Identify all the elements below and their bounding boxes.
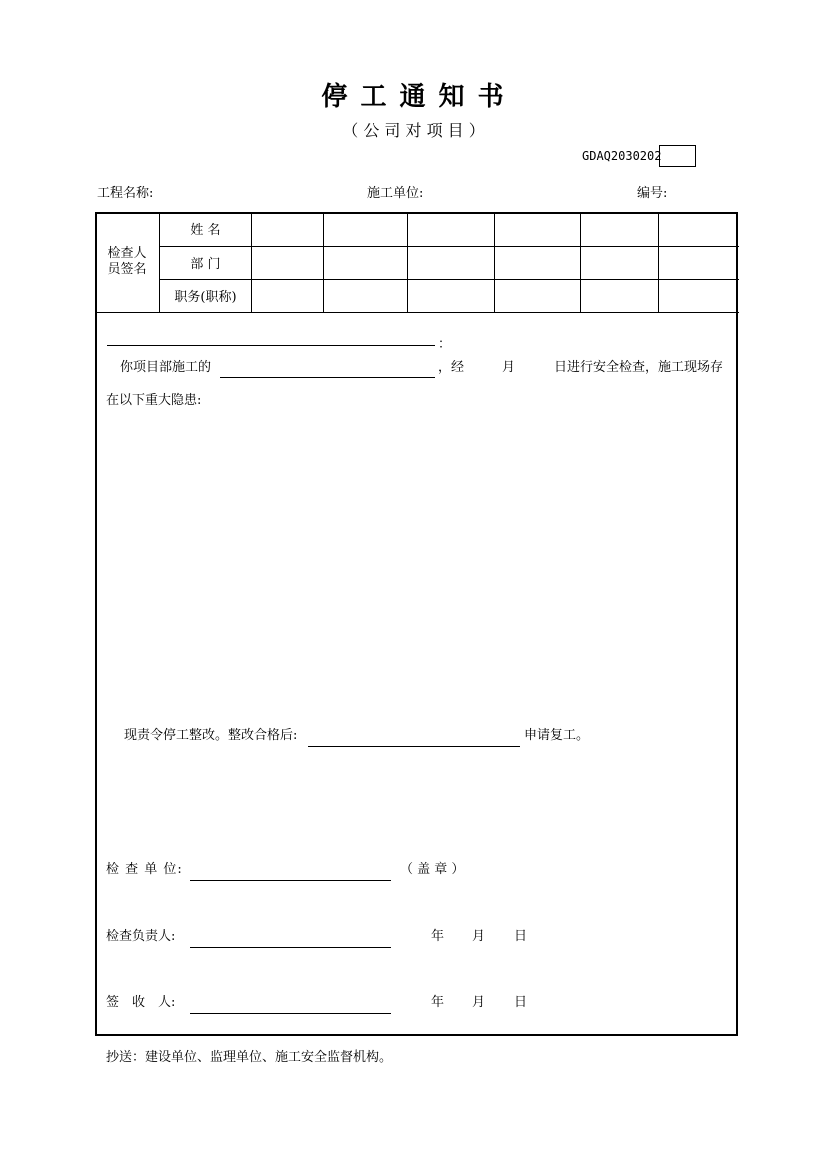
inspection-unit-label: 检 查 单 位: [106, 862, 183, 877]
receiver-year-label: 年 [431, 995, 445, 1010]
receiver-underline[interactable] [190, 1013, 391, 1014]
signature-cell[interactable] [324, 212, 408, 246]
body-line1-month: 月 [502, 360, 516, 375]
signature-cell[interactable] [324, 279, 408, 312]
cc-footer: 抄送：建设单位、监理单位、施工安全监督机构。 [106, 1050, 393, 1065]
signature-cell[interactable] [659, 279, 740, 312]
leader-year-label: 年 [431, 929, 445, 944]
resume-condition-underline[interactable] [308, 746, 520, 747]
signature-cell[interactable] [659, 246, 740, 279]
inspector-signature-table [95, 212, 739, 313]
form-code: GDAQ2030202 [582, 149, 662, 163]
inspection-unit-underline[interactable] [190, 880, 391, 881]
body-line2: 在以下重大隐患: [106, 393, 202, 408]
project-part-underline[interactable] [220, 377, 435, 378]
body-line1-jing: ，经 [438, 360, 465, 375]
leader-day-label: 日 [514, 929, 528, 944]
construction-unit-label: 施工单位: [367, 186, 424, 201]
signature-cell[interactable] [252, 212, 324, 246]
notice-frame [95, 212, 738, 1036]
inspection-leader-label: 检查负责人: [106, 929, 176, 944]
signature-cell[interactable] [581, 246, 659, 279]
signature-cell[interactable] [581, 279, 659, 312]
inspector-group-label: 检查人员签名 [95, 212, 160, 312]
addressee-colon: ： [438, 337, 452, 352]
receiver-month-label: 月 [472, 995, 486, 1010]
row-label-department: 部 门 [160, 246, 252, 279]
inspection-leader-underline[interactable] [190, 947, 391, 948]
signature-cell[interactable] [408, 279, 495, 312]
signature-cell[interactable] [408, 246, 495, 279]
signature-cell[interactable] [495, 279, 581, 312]
signature-cell[interactable] [408, 212, 495, 246]
signature-cell[interactable] [495, 246, 581, 279]
body-line1-prefix: 你项目部施工的 [120, 360, 212, 375]
signature-cell[interactable] [252, 246, 324, 279]
seal-label: （ 盖 章 ） [400, 862, 465, 877]
signature-cell[interactable] [659, 212, 740, 246]
body-line1-suffix: 日进行安全检查，施工现场存 [554, 360, 724, 375]
row-label-name: 姓 名 [160, 212, 252, 246]
resume-text: 申请复工。 [524, 728, 590, 743]
signature-cell[interactable] [581, 212, 659, 246]
project-name-label: 工程名称: [97, 186, 154, 201]
number-label: 编号: [637, 186, 668, 201]
receiver-day-label: 日 [514, 995, 528, 1010]
signature-cell[interactable] [324, 246, 408, 279]
form-code-suffix-box[interactable] [659, 145, 696, 167]
leader-month-label: 月 [472, 929, 486, 944]
signature-cell[interactable] [252, 279, 324, 312]
addressee-underline[interactable] [107, 345, 435, 346]
page-subtitle: （ 公 司 对 项 目 ） [342, 121, 485, 140]
order-text: 现责令停工整改。整改合格后: [124, 728, 298, 743]
signature-cell[interactable] [495, 212, 581, 246]
page-title: 停 工 通 知 书 [321, 82, 506, 112]
receiver-label: 签 收 人: [106, 995, 176, 1010]
row-label-position: 职务(职称) [160, 279, 252, 312]
